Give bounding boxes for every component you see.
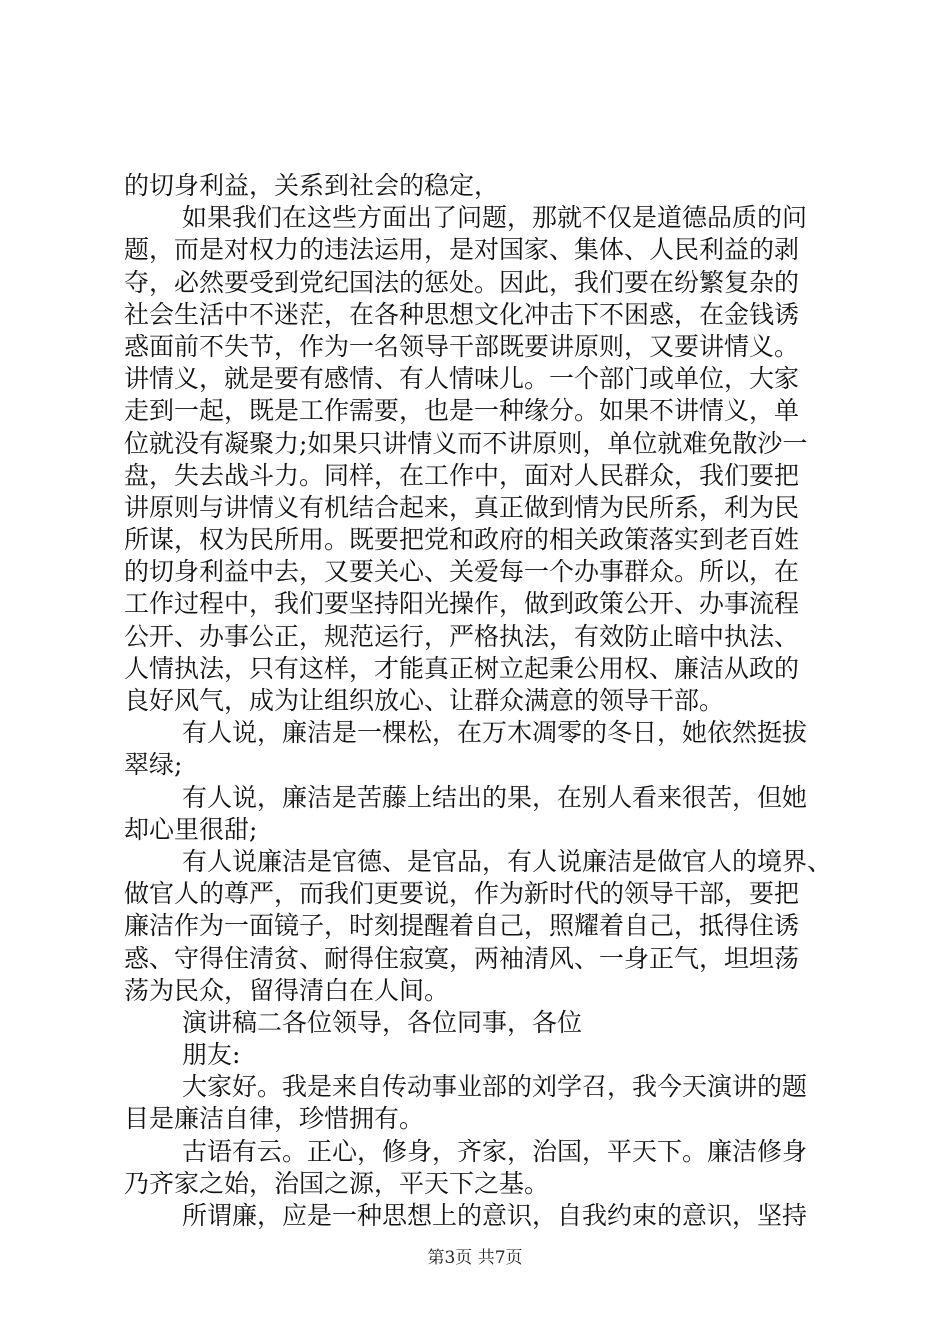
text-line: 的切身利益中去，又要关心、关爱每一个办事群众。所以，在 <box>124 557 800 587</box>
text-line: 荡为民众，留得清白在人间。 <box>124 975 450 1005</box>
text-line: 的切身利益，关系到社会的稳定， <box>124 171 500 200</box>
text-line: 人情执法，只有这样，才能真正树立起秉公用权、廉洁从政的 <box>124 653 800 683</box>
text-line: 有人说，廉洁是苦藤上结出的果，在别人看来很苦，但她 <box>182 782 808 812</box>
text-line: 社会生活中不迷茫，在各种思想文化冲击下不困惑，在金钱诱 <box>124 299 800 329</box>
text-line: 却心里很甜; <box>124 814 258 844</box>
text-line: 题，而是对权力的违法运用，是对国家、集体、人民利益的剥 <box>124 235 800 265</box>
text-line: 朋友: <box>182 1040 241 1070</box>
text-line: 大家好。我是来自传动事业部的刘学召，我今天演讲的题 <box>182 1072 808 1102</box>
text-line: 有人说廉洁是官德、是官品，有人说廉洁是做官人的境界、 <box>182 846 833 876</box>
text-line: 如果我们在这些方面出了问题，那就不仅是道德品质的问 <box>182 203 808 233</box>
text-line: 工作过程中，我们要坚持阳光操作，做到政策公开、办事流程 <box>124 589 800 619</box>
text-line: 公开、办事公正，规范运行，严格执法，有效防止暗中执法、 <box>124 621 800 651</box>
text-line: 演讲稿二各位领导，各位同事，各位 <box>182 1007 583 1037</box>
text-line: 讲原则与讲情义有机结合起来，真正做到情为民所系，利为民 <box>124 492 800 522</box>
text-line: 所谋，权为民所用。既要把党和政府的相关政策落实到老百姓 <box>124 525 800 555</box>
text-line: 做官人的尊严，而我们更要说，作为新时代的领导干部，要把 <box>124 879 800 909</box>
text-line: 惑面前不失节，作为一名领导干部既要讲原则，又要讲情义。 <box>124 331 800 361</box>
text-line: 夺，必然要受到党纪国法的惩处。因此，我们要在纷繁复杂的 <box>124 267 800 297</box>
text-line: 盘，失去战斗力。同样，在工作中，面对人民群众，我们要把 <box>124 460 800 490</box>
text-line: 有人说，廉洁是一棵松，在万木凋零的冬日，她依然挺拔 <box>182 718 808 748</box>
body-text <box>124 170 834 1232</box>
text-line: 乃齐家之始，治国之源，平天下之基。 <box>124 1168 550 1198</box>
text-line: 位就没有凝聚力;如果只讲情义而不讲原则，单位就难免散沙一 <box>124 428 808 458</box>
text-line: 古语有云。正心，修身，齐家，治国，平天下。廉洁修身 <box>182 1136 808 1166</box>
text-line: 惑、守得住清贫、耐得住寂寞，两袖清风、一身正气，坦坦荡 <box>124 943 800 973</box>
text-line: 翠绿; <box>124 750 183 780</box>
page-footer: 第3页 共7页 <box>427 1248 523 1268</box>
text-line: 走到一起，既是工作需要，也是一种缘分。如果不讲情义，单 <box>124 396 800 426</box>
text-line: 所谓廉，应是一种思想上的意识，自我约束的意识，坚持 <box>182 1201 808 1230</box>
text-line: 良好风气，成为让组织放心、让群众满意的领导干部。 <box>124 686 725 715</box>
text-line: 廉洁作为一面镜子，时刻提醒着自己，照耀着自己，抵得住诱 <box>124 911 800 941</box>
text-line: 讲情义，就是要有感情、有人情味儿。一个部门或单位，大家 <box>124 364 800 394</box>
text-line: 目是廉洁自律，珍惜拥有。 <box>124 1104 425 1134</box>
